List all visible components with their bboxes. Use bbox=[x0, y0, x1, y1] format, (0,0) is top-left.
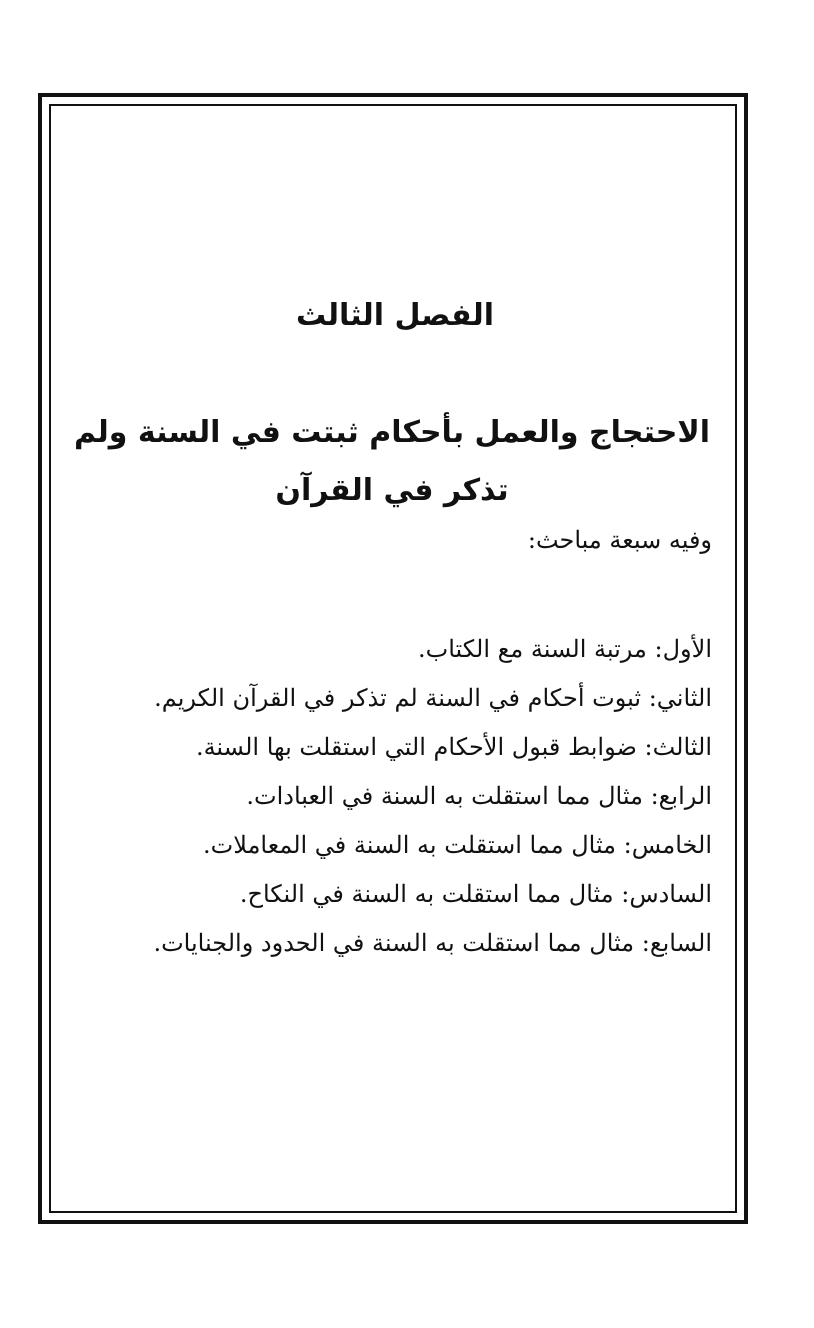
topic-item-4: الرابع: مثال مما استقلت به السنة في العبادات. bbox=[246, 782, 712, 810]
topic-item-5: الخامس: مثال مما استقلت به السنة في المعاملات. bbox=[203, 831, 712, 859]
topic-item-3: الثالث: ضوابط قبول الأحكام التي استقلت بها السنة. bbox=[195, 733, 712, 761]
chapter-subtitle: الاحتجاج والعمل بأحكام ثبتت في السنة ولم تذكر في القرآن bbox=[74, 415, 710, 508]
topic-item-2: الثاني: ثبوت أحكام في السنة لم تذكر في القرآن الكريم. bbox=[154, 684, 712, 712]
section-intro: وفيه سبعة مباحث: bbox=[527, 526, 712, 554]
chapter-title: الفصل الثالث bbox=[295, 298, 494, 333]
topic-item-7: السابع: مثال مما استقلت به السنة في الحدود والجنايات. bbox=[153, 929, 712, 957]
topics-list bbox=[100, 628, 712, 971]
topic-item-1: الأول: مرتبة السنة مع الكتاب. bbox=[417, 635, 712, 663]
topic-item-6: السادس: مثال مما استقلت به السنة في النكاح. bbox=[239, 880, 712, 908]
